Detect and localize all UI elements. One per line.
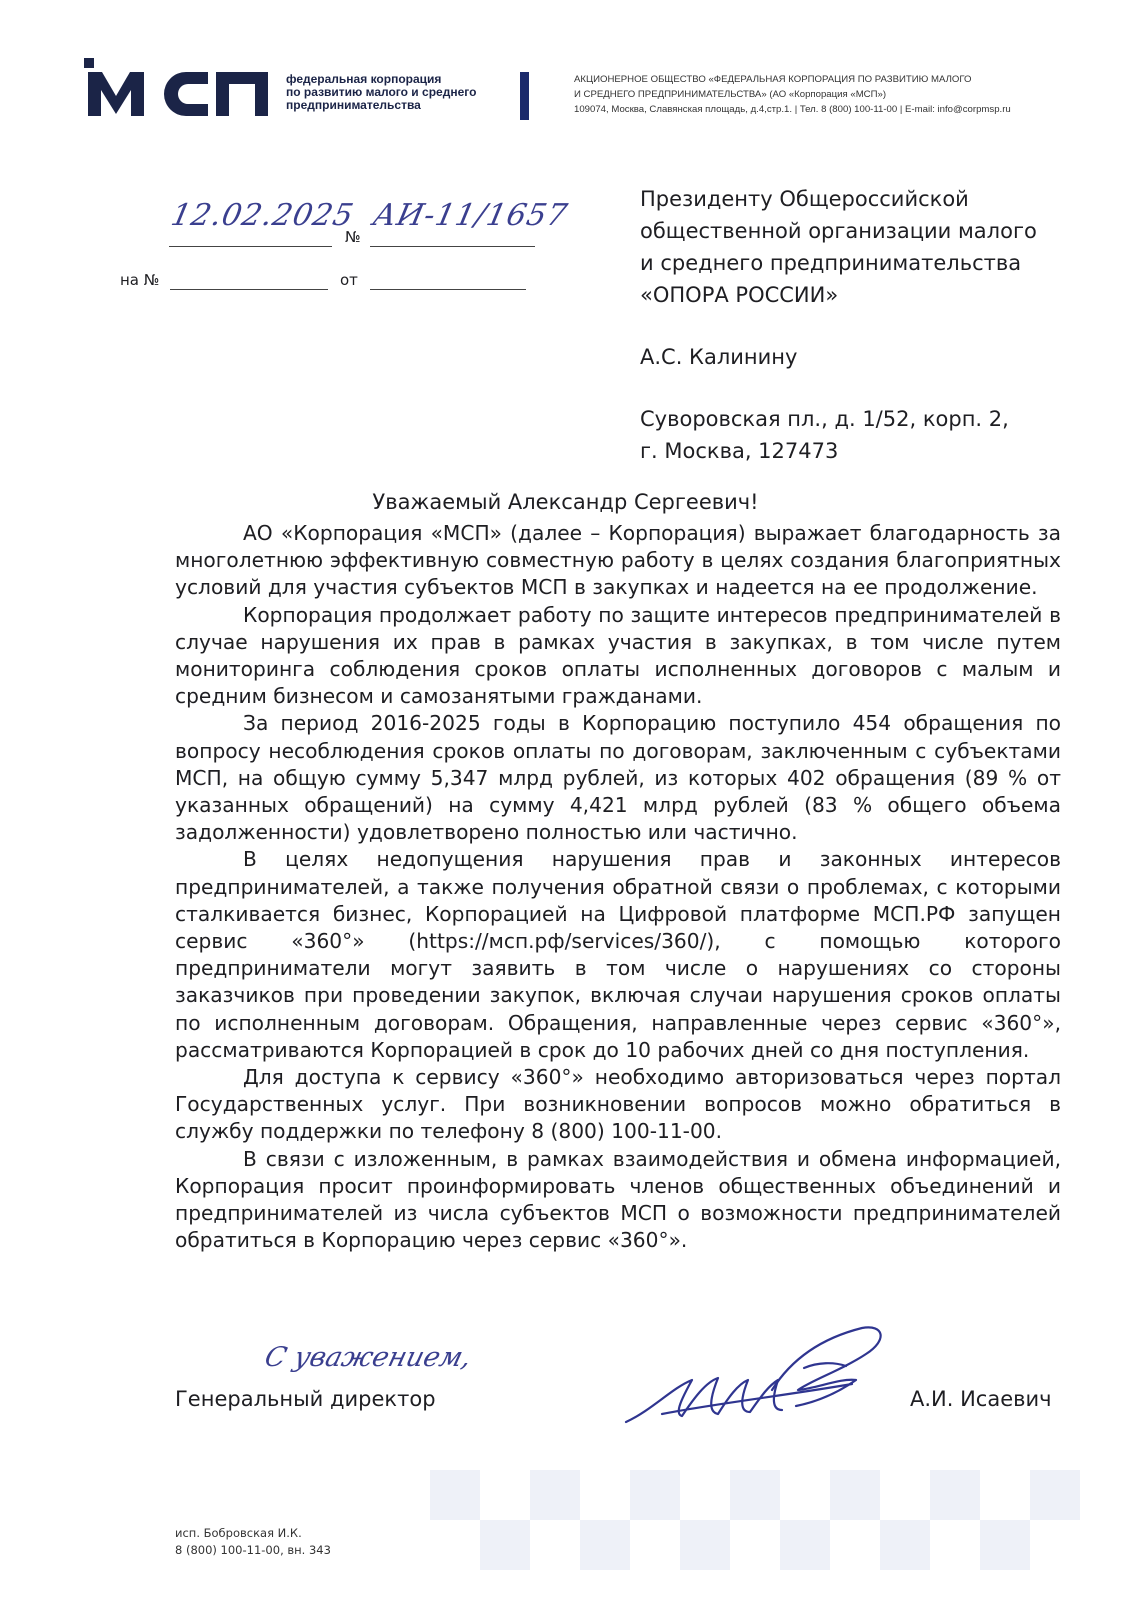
msp-logo <box>82 58 272 120</box>
executor-info <box>175 1525 331 1559</box>
number-label: № <box>345 228 361 246</box>
from-date-field <box>370 289 526 290</box>
logo-text: МСП <box>82 58 85 59</box>
salutation: Уважаемый Александр Сергеевич! <box>372 490 759 514</box>
org-info-line: АКЦИОНЕРНОЕ ОБЩЕСТВО «ФЕДЕРАЛЬНАЯ КОРПОРАЦИЯ ПО РАЗВИТИЮ МАЛОГО <box>574 74 972 85</box>
handwritten-closing: С уважением, <box>261 1342 475 1373</box>
paragraph: В целях недопущения нарушения прав и законных интересов предпринимателей, а также получения обратной связи о проблемах, с которыми сталкивается бизнес, Корпорацией на Цифровой платформе МСП.РФ запущен сервис «360°» (https://мсп.рф/services/360/), с помощью которого предприниматели могут заявить в том числе о нарушениях со стороны заказчиков при проведении закупок, включая случаи нарушения сроков оплаты по исполненным договорам. Обращения, направленные через сервис «360°», рассматриваются Корпорацией в срок до 10 рабочих дней со дня поступления. <box>175 847 1061 1062</box>
date-underline <box>169 246 332 247</box>
number-underline <box>370 246 535 247</box>
in-reply-to-field <box>170 289 328 290</box>
addressee-name: А.С. Калинину <box>640 345 798 369</box>
in-reply-to-label: на № <box>120 271 160 289</box>
letter-body <box>175 520 1061 1254</box>
signatory-title: Генеральный директор <box>175 1387 436 1411</box>
paragraph: Для доступа к сервису «360°» необходимо авторизоваться через портал Государственных услуг. При возникновении вопросов можно обратиться в службу поддержки по телефону 8 (800) 100-11-00. <box>175 1065 1061 1144</box>
addressee-line: общественной организации малого <box>640 219 1037 243</box>
tagline-line: федеральная корпорация <box>286 72 442 86</box>
paragraph: За период 2016-2025 годы в Корпорацию поступило 454 обращения по вопросу несоблюдения сроков оплаты по договорам, заключенным с субъектами МСП, на общую сумму 5,347 млрд рублей, из которых 402 обращения (89 % от указанных обращений) на сумму 4,421 млрд рублей (83 % общего объема задолженности) удовлетворено полностью или частично. <box>175 711 1061 845</box>
org-info-line: И СРЕДНЕГО ПРЕДПРИНИМАТЕЛЬСТВА» (АО «Корпорация «МСП») <box>574 89 887 100</box>
paragraph: В связи с изложенным, в рамках взаимодействия и обмена информацией, Корпорация просит проинформировать членов общественных объединений и предпринимателей из числа субъектов МСП о возможности предпринимателей обратиться в Корпорацию через сервис «360°». <box>175 1146 1061 1253</box>
registration-date: 12.02.2025 <box>167 198 358 233</box>
addressee-line: Президенту Общероссийской <box>640 187 969 211</box>
signatory-name: А.И. Исаевич <box>910 1387 1052 1411</box>
security-pattern <box>430 1470 1110 1570</box>
addressee-block <box>640 183 1100 467</box>
tagline-line: предпринимательства <box>286 98 421 112</box>
handwritten-signature <box>622 1318 892 1438</box>
logo-tagline <box>286 73 516 112</box>
registration-number: АИ-11/1657 <box>369 198 571 233</box>
addressee-address-line: Суворовская пл., д. 1/52, корп. 2, <box>640 407 1009 431</box>
executor-phone: 8 (800) 100-11-00, вн. 343 <box>175 1543 331 1557</box>
from-date-label: от <box>340 271 358 289</box>
logo-divider-bar <box>520 72 529 120</box>
addressee-address-line: г. Москва, 127473 <box>640 439 839 463</box>
paragraph: Корпорация продолжает работу по защите интересов предпринимателей в случае нарушения их прав в рамках участия в закупках, в том числе путем мониторинга соблюдения сроков оплаты исполненных договоров с малым и средним бизнесом и самозанятыми гражданами. <box>175 602 1061 709</box>
executor-name: исп. Бобровская И.К. <box>175 1526 302 1540</box>
org-info-line: 109074, Москва, Славянская площадь, д.4,стр.1. | Тел. 8 (800) 100-11-00 | E-mail: info@corpmsp.ru <box>574 104 1011 115</box>
organization-info <box>574 72 1104 117</box>
addressee-line: «ОПОРА РОССИИ» <box>640 283 839 307</box>
paragraph: АО «Корпорация «МСП» (далее – Корпорация) выражает благодарность за многолетнюю эффективную совместную работу в целях создания благоприятных условий для участия субъектов МСП в закупках и надеется на ее продолжение. <box>175 521 1061 600</box>
addressee-line: и среднего предпринимательства <box>640 251 1022 275</box>
tagline-line: по развитию малого и среднего <box>286 85 477 99</box>
